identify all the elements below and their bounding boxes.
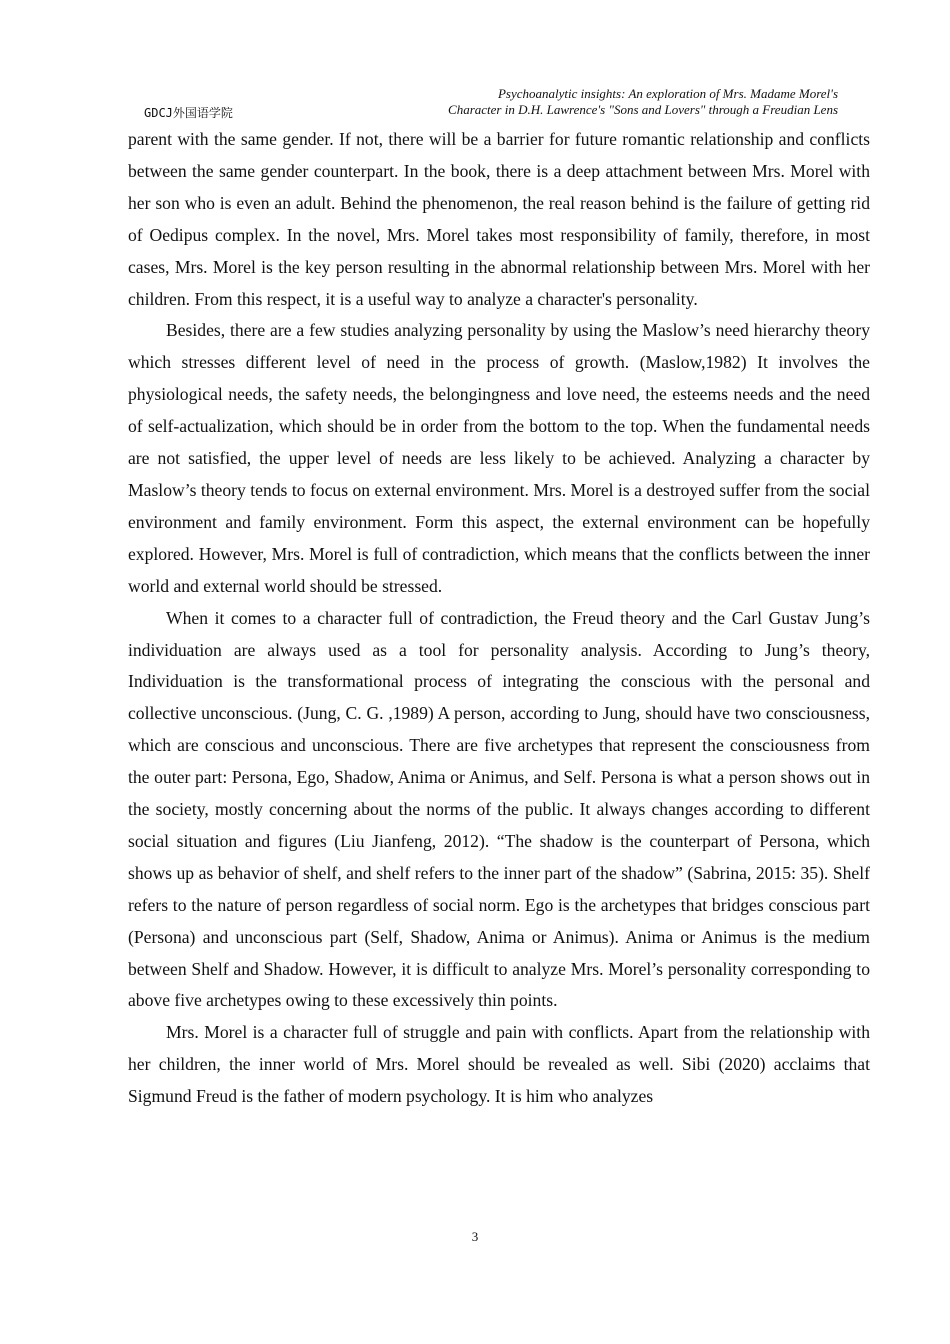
- paragraph-continued: parent with the same gender. If not, there will be a barrier for future romantic relationship and conflicts between the same gender counterpart. In the book, there is a deep attachment between Mrs. Morel with her son who is even an adult. Behind the phenomenon, the real reason behind is the failure of getting rid of Oedipus complex. In the novel, Mrs. Morel takes most responsibility of family, therefore, in most cases, Mrs. Morel is the key person resulting in the abnormal relationship between Mrs. Morel with her children. From this respect, it is a useful way to analyze a character's personality.: [128, 129, 870, 309]
- running-title: [448, 86, 838, 118]
- running-title-line-2: Character in D.H. Lawrence's "Sons and Lovers" through a Freudian Lens: [448, 102, 838, 117]
- body-text: [128, 124, 870, 1113]
- page-number: 3: [471, 1229, 479, 1244]
- paragraph-jung: When it comes to a character full of contradiction, the Freud theory and the Carl Gustav Jung’s individuation are always used as a tool for personality analysis. According to Jung’s theory, Individuation is the transformational process of integrating the conscious with the personal and collective unconscious. (Jung, C. G. ,1989) A person, according to Jung, should have two consciousness, which are conscious and unconscious. There are five archetypes that represent the consciousness from the outer part: Persona, Ego, Shadow, Anima or Animus, and Self. Persona is what a person shows out in the society, mostly concerning about the norms of the public. It always changes according to different social situation and figures (Liu Jianfeng, 2012). “The shadow is the counterpart of Persona, which shows up as behavior of shelf, and shelf refers to the inner part of the shadow” (Sabrina, 2015: 35). Shelf refers to the nature of person regardless of social norm. Ego is the archetypes that bridges conscious part (Persona) and unconscious part (Self, Shadow, Anima or Animus). Anima or Animus is the medium between Shelf and Shadow. However, it is difficult to analyze Mrs. Morel’s personality corresponding to above five archetypes owing to these excessively thin points.: [128, 607, 870, 1011]
- institution-label: GDCJ外国语学院: [144, 106, 233, 120]
- running-title-line-1: Psychoanalytic insights: An exploration of Mrs. Madame Morel's: [497, 86, 838, 101]
- page-header: [128, 86, 838, 122]
- paragraph-freud: Mrs. Morel is a character full of struggle and pain with conflicts. Apart from the relationship with her children, the inner world of Mrs. Morel should be revealed as well. Sibi (2020) acclaims that Sigmund Freud is the father of modern psychology. It is him who analyzes: [128, 1022, 870, 1107]
- paragraph-maslow: Besides, there are a few studies analyzing personality by using the Maslow’s need hierarchy theory which stresses different level of need in the process of growth. (Maslow,1982) It involves the physiological needs, the safety needs, the belongingness and love need, the esteems needs and the need of self-actualization, which should be in order from the bottom to the top. When the fundamental needs are not satisfied, the upper level of needs are less likely to be achieved. Analyzing a character by Maslow’s theory tends to focus on external environment. Mrs. Morel is a destroyed suffer from the social environment and family environment. Form this aspect, the external environment can be hopefully explored. However, Mrs. Morel is full of contradiction, which means that the conflicts between the inner world and external world should be stressed.: [128, 320, 870, 596]
